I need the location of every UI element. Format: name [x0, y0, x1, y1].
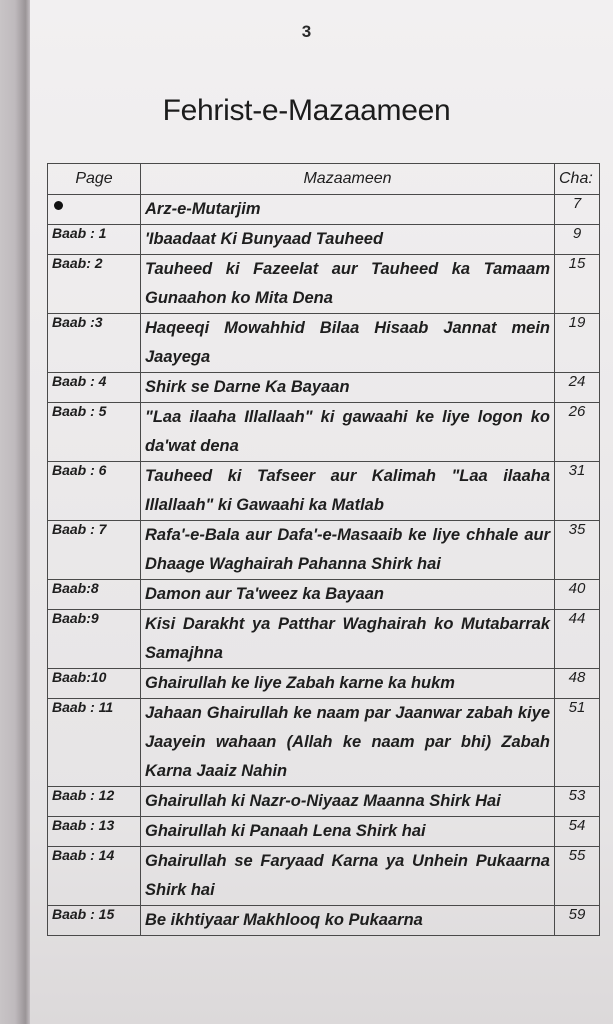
chapter-number: Baab:8	[48, 580, 141, 610]
table-row	[48, 195, 600, 225]
chapter-number	[48, 195, 141, 225]
chapter-page-number: 9	[555, 225, 600, 255]
table-row	[48, 403, 600, 462]
chapter-title: Tauheed ki Tafseer aur Kalimah "Laa ilaaha Illallaah" ki Gawaahi ka Matlab	[141, 462, 555, 521]
chapter-page-number: 44	[555, 610, 600, 669]
chapter-title: Arz-e-Mutarjim	[141, 195, 555, 225]
table-row	[48, 699, 600, 787]
chapter-title: Ghairullah ki Panaah Lena Shirk hai	[141, 817, 555, 847]
table-row	[48, 314, 600, 373]
table-row	[48, 817, 600, 847]
table-row	[48, 580, 600, 610]
chapter-page-number: 19	[555, 314, 600, 373]
chapter-title: Ghairullah se Faryaad Karna ya Unhein Pukaarna Shirk hai	[141, 847, 555, 906]
chapter-title: Rafa'-e-Bala aur Dafa'-e-Masaaib ke liye chhale aur Dhaage Waghairah Pahanna Shirk hai	[141, 521, 555, 580]
chapter-page-number: 26	[555, 403, 600, 462]
chapter-number: Baab : 7	[48, 521, 141, 580]
chapter-page-number: 54	[555, 817, 600, 847]
table-of-contents	[47, 163, 600, 936]
bullet-icon	[54, 201, 63, 210]
book-spine-shadow	[0, 0, 30, 1024]
chapter-number: Baab : 13	[48, 817, 141, 847]
chapter-number: Baab : 4	[48, 373, 141, 403]
table-header-row	[48, 164, 600, 195]
page-title: Fehrist-e-Mazaameen	[162, 94, 451, 127]
page-number: 3	[301, 22, 312, 41]
chapter-title: Kisi Darakht ya Patthar Waghairah ko Mutabarrak Samajhna	[141, 610, 555, 669]
chapter-title: Tauheed ki Fazeelat aur Tauheed ka Tamaam Gunaahon ko Mita Dena	[141, 255, 555, 314]
chapter-number: Baab : 14	[48, 847, 141, 906]
chapter-number: Baab : 1	[48, 225, 141, 255]
chapter-number: Baab : 5	[48, 403, 141, 462]
chapter-page-number: 55	[555, 847, 600, 906]
header-mazaameen: Mazaameen	[141, 164, 555, 195]
chapter-title: Ghairullah ki Nazr-o-Niyaaz Maanna Shirk Hai	[141, 787, 555, 817]
chapter-page-number: 15	[555, 255, 600, 314]
chapter-title: Ghairullah ke liye Zabah karne ka hukm	[141, 669, 555, 699]
chapter-page-number: 51	[555, 699, 600, 787]
chapter-page-number: 35	[555, 521, 600, 580]
table-row	[48, 225, 600, 255]
chapter-page-number: 59	[555, 906, 600, 936]
chapter-page-number: 7	[555, 195, 600, 225]
table-row	[48, 669, 600, 699]
chapter-number: Baab:10	[48, 669, 141, 699]
chapter-page-number: 24	[555, 373, 600, 403]
table-row	[48, 787, 600, 817]
table-row	[48, 373, 600, 403]
chapter-number: Baab:9	[48, 610, 141, 669]
table-row	[48, 521, 600, 580]
chapter-page-number: 31	[555, 462, 600, 521]
table-row	[48, 847, 600, 906]
chapter-number: Baab :3	[48, 314, 141, 373]
chapter-title: Haqeeqi Mowahhid Bilaa Hisaab Jannat mein Jaayega	[141, 314, 555, 373]
chapter-number: Baab : 11	[48, 699, 141, 787]
header-page: Page	[48, 164, 141, 195]
table-row	[48, 462, 600, 521]
chapter-page-number: 40	[555, 580, 600, 610]
chapter-page-number: 53	[555, 787, 600, 817]
chapter-number: Baab : 6	[48, 462, 141, 521]
chapter-title: Jahaan Ghairullah ke naam par Jaanwar zabah kiye Jaayein wahaan (Allah ke naam par bhi) Zabah Karna Jaaiz Nahin	[141, 699, 555, 787]
table-body	[48, 195, 600, 936]
table-row	[48, 906, 600, 936]
chapter-title: 'Ibaadaat Ki Bunyaad Tauheed	[141, 225, 555, 255]
chapter-number: Baab : 15	[48, 906, 141, 936]
table-row	[48, 255, 600, 314]
chapter-page-number: 48	[555, 669, 600, 699]
chapter-title: Be ikhtiyaar Makhlooq ko Pukaarna	[141, 906, 555, 936]
chapter-title: Damon aur Ta'weez ka Bayaan	[141, 580, 555, 610]
chapter-number: Baab : 12	[48, 787, 141, 817]
chapter-title: Shirk se Darne Ka Bayaan	[141, 373, 555, 403]
chapter-number: Baab: 2	[48, 255, 141, 314]
table-row	[48, 610, 600, 669]
header-cha: Cha:	[555, 164, 600, 195]
chapter-title: "Laa ilaaha Illallaah" ki gawaahi ke liye logon ko da'wat dena	[141, 403, 555, 462]
